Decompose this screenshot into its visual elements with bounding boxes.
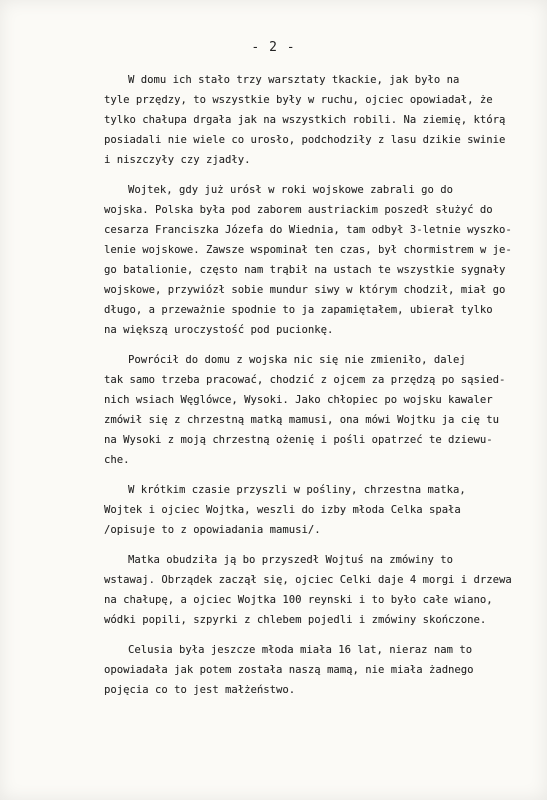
paragraph-engagement [104, 550, 524, 630]
text-line: lenie wojskowe. Zawsze wspominał ten czas, był chormistrem w je- [104, 244, 512, 256]
text-line: Celusia była jeszcze młoda miała 16 lat, nieraz nam to [128, 644, 473, 656]
page-number: - 2 - [251, 40, 296, 55]
text-line: W domu ich stało trzy warsztaty tkackie, jak było na [128, 74, 460, 86]
text-line: pojęcia co to jest małżeństwo. [104, 684, 296, 696]
text-line: opowiadała jak potem została naszą mamą, nie miała żadnego [104, 664, 474, 676]
text-line: wstawaj. Obrządek zaczął się, ojciec Celki daje 4 morgi i drzewa [104, 574, 512, 586]
text-line: na chałupę, a ojciec Wojtka 100 reynski i to było całe wiano, [104, 594, 493, 606]
text-line: Powrócił do domu z wojska nic się nie zmieniło, dalej [128, 354, 466, 366]
paragraph-military-service [104, 180, 524, 340]
text-line: na Wysoki z moją chrzestną ożenię i pośli opatrzeć te dziewu- [104, 434, 493, 446]
text-line: wódki popili, szpyrki z chlebem pojedli i zmówiny skończone. [104, 614, 487, 626]
text-line: na większą uroczystość pod pucionkę. [104, 324, 334, 336]
text-line: Wojtek, gdy już urósł w roki wojskowe zabrali go do [128, 184, 453, 196]
text-line: posiadali nie wiele co urosło, podchodziły z lasu dzikie swinie [104, 134, 506, 146]
text-line: che. [104, 454, 130, 466]
paragraph-return-home [104, 350, 524, 470]
text-line: /opisuje to z opowiadania mamusi/. [104, 524, 321, 536]
text-line: go batalionie, często nam trąbił na ustach te wszystkie sygnały [104, 264, 506, 276]
text-line: i niszczyły czy zjadły. [104, 154, 251, 166]
paragraph-matchmaking-visit [104, 480, 524, 540]
document-body [104, 70, 524, 710]
text-line: tylko chałupa drgała jak na wszystkich robili. Na ziemię, którą [104, 114, 506, 126]
text-line: zmówił się z chrzestną matką mamusi, ona mówi Wojtku ja cię tu [104, 414, 500, 426]
text-line: tyle przędzy, to wszystkie były w ruchu, ojciec opowiadał, że [104, 94, 493, 106]
text-line: Matka obudziła ją bo przyszedł Wojtuś na zmówiny to [128, 554, 453, 566]
text-line: Wojtek i ojciec Wojtka, weszli do izby młoda Celka spała [104, 504, 461, 516]
text-line: W krótkim czasie przyszli w pośliny, chrzestna matka, [128, 484, 466, 496]
text-line: tak samo trzeba pracować, chodzić z ojcem za przędzą po sąsied- [104, 374, 506, 386]
paragraph-weaving-workshops [104, 70, 524, 170]
text-line: długo, a przeważnie spodnie to ja zapamiętałem, ubierał tylko [104, 304, 493, 316]
paragraph-celusia [104, 640, 524, 700]
text-line: cesarza Franciszka Józefa do Wiednia, tam odbył 3-letnie wyszko- [104, 224, 512, 236]
text-line: wojska. Polska była pod zaborem austriackim poszedł służyć do [104, 204, 493, 216]
text-line: wojskowe, przywiózł sobie mundur siwy w którym chodził, miał go [104, 284, 506, 296]
text-line: nich wsiach Węglówce, Wysoki. Jako chłopiec po wojsku kawaler [104, 394, 493, 406]
